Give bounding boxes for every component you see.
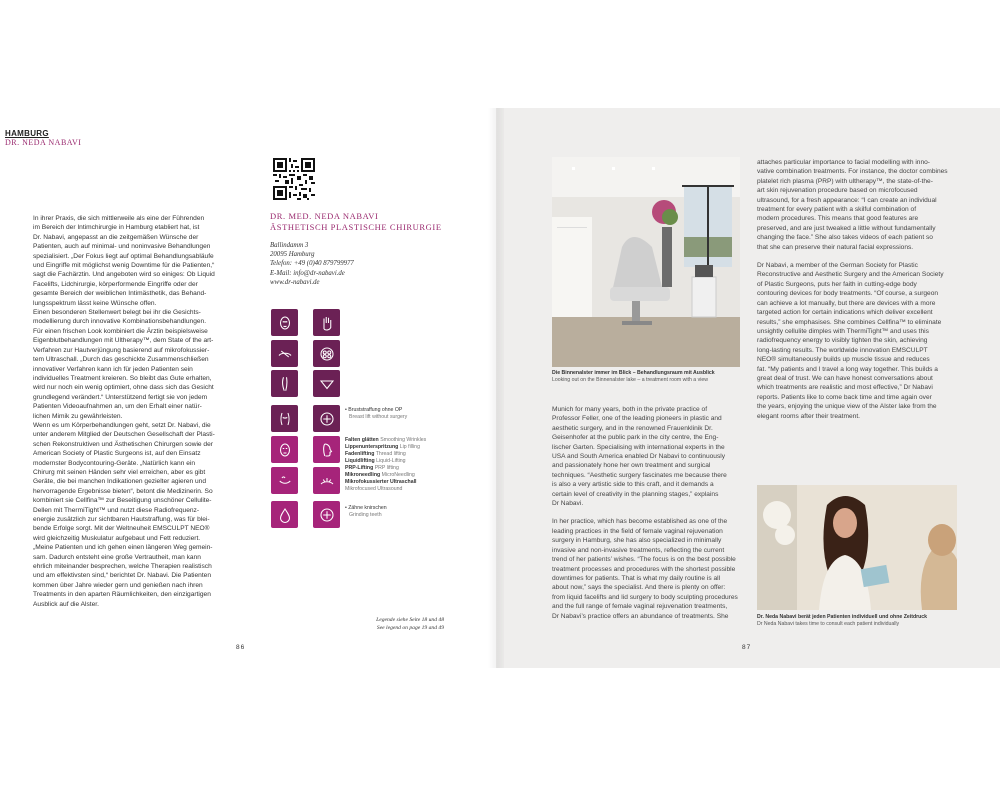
legend-teeth-grinding xyxy=(345,505,455,519)
legend-item: Lippenunterspritzung Lip filling xyxy=(345,444,420,450)
left-article-paragraph: In ihrer Praxis, die sich mittlerweile als eine der Führenden im Bereich der Intimchirurgie in Hamburg etabliert hat, ist Dr. Nabavi, angepasst an die zeitgemäßen Wünsche der Patienten, auch auf minimal- und noninvasive Behandlungen spezialisiert. „Der Fokus liegt auf optimal Behandlungsabläufe und Eingriffe mit möglichst wenig Downtime für die Patienten,“ sagt die Fachärztin. Und angeboten wird so einiges: Ob Liquid Facelifts, Lidchirurgie, körperformende Eingriffe oder der gesamte Bereich der weiblichen Intimästhetik, das Behand- lungsspektrum lässt keine Wünsche offen. Einen besonderen Stellenwert belegt bei ihr die Gesichts- modellierung durch innovative Kombinationsbehandlungen. Für einen frischen Look kombiniert die Ärztin beispielsweise Eigenblutbehandlungen mit Ultherapy™, dem State of the art- Verfahren zur Hautverjüngung basierend auf mikrofokussier- tem Ultraschall. „Durch das geschickte Zusammenschließen innovativer Verfahren kann ich für jeden Patienten sein individuelles Treatment kreieren. So bleibt das Gute erhalten, wird nur noch ein wenig optimiert, ohne dass sich das Gesicht grundlegend verändert.“ Unterstützend fertigt sie von jedem Patienten Videoaufnahmen an, um den Erhalt einer natür- lichen Mimik zu gewährleisten. Wenn es um Körperbehandlungen geht, setzt Dr. Nabavi, die unter anderem Mitglied der Deutschen Gesellschaft der Plasti- schen Rekonstruktiven und Ästhetischen Chirurgen sowie der American Society of Plastic Surgeons ist, auf den Einsatz modernster Bodycontouring-Geräte. „Natürlich kann ein Chirurg mit seinen Händen sehr viel erreichen, aber es gibt Geräte, die bei manchen Indikationen gezielter agieren und hervorragende Ergebnisse bieten“, betont die Medizinerin. So kombiniert sie Cellfina™ zur Beseitigung unschöner Cellulite- Dellen mit ThermiTight™ und nutzt diese Radiofrequenz- energie zusätzlich zur sichtbaren Hautstraffung, was für blei- bende Erfolge sorgt. Mit der Weltneuheit EMSCULPT NEO® wird gleichzeitig Muskulatur aufgebaut und Fett reduziert. „Meine Patienten und ich gehen einen längeren Weg gemein- sam. Dadurch entsteht eine große Vertrautheit, man kann ehrlich miteinander besprechen, welche Therapien realistisch und am effektivsten sind,“ berichtet Dr. Nabavi. Die Patienten kommen über Jahre wieder gern und genießen nach ihren Treatments in den aparten Räumlichkeiten, den einzigartigen Ausblick auf die Alster. xyxy=(33,215,215,608)
legend-item: Falten glätten Smoothing Wrinkles xyxy=(345,437,427,443)
doctor-caption-en: Dr Neda Nabavi takes time to consult each patient individually xyxy=(757,620,900,627)
page-number-left: 86 xyxy=(236,644,246,651)
room-caption-de: Die Binnenalster immer im Blick – Behandlungsraum mit Ausblick xyxy=(552,370,715,376)
room-photo-caption xyxy=(552,370,752,384)
face-icon xyxy=(271,309,298,336)
legend-face-treatments xyxy=(345,437,475,493)
doctor-photo-caption xyxy=(757,614,967,628)
legend-breast-lift xyxy=(345,407,455,421)
plus-icon xyxy=(313,501,340,528)
right-col1-paragraph-1: Munich for many years, both in the private practice of Professor Feller, one of the leading pioneers in plastic and aesthetic surgery, and in the renowned Frauenklinik Dr. Geisenhofer at the public park in the city centre, the Eng- lischer Garten. Specialising with international experts in the USA and South America enabled Dr Nabavi to continuously and passionately hone her own treatment and surgical techniques. “Aesthetic surgery fascinates me because there is also a very artistic side to this craft, and it demands a certain level of creativity in the planning stages,” explains Dr Nabavi. xyxy=(552,406,727,508)
page-number-right: 87 xyxy=(742,644,752,651)
legend-item: PRP-Lifting PRP lifting xyxy=(345,465,399,471)
legend-item-en: Mikrofocused Ultrasound xyxy=(345,486,403,492)
right-col2-paragraph-2: Dr Nabavi, a member of the German Society for Plastic Reconstructive and Aesthetic Surgery and the American Society of Plastic Surgeons, puts her faith in cutting-edge body contouring devices for body treatments. “Of course, a surgeon can achieve a lot manually, but there are devices with a more targeted action for certain indications which deliver excellent results,” she emphasises. She combines Cellfina™ to eliminate unsightly cellulite dimples with ThermiTight™ and uses this radiofrequency energy to visibly tighten the skin, achieving long-lasting results. The worldwide innovation EMSCULPT NEO® simultaneously builds up muscle tissue and reduces fat. “My patients and I travel a long way together. This builds a great deal of trust. We can have honest conversations about which treatments are realistic and most effective,” Dr Nabavi reports. Patients like to come back time and time again over the years, enjoying the unique view of the Alster lake from the elegant rooms after their treatment. xyxy=(757,262,944,420)
page-gutter xyxy=(488,108,504,668)
clinic-address-text: Ballindamm 3 20095 Hamburg Telefon: +49 (0)40 879799977 E-Mail: info@dr-nabavi.de www.dr-nabavi.de xyxy=(270,242,354,286)
hand-icon xyxy=(313,309,340,336)
legend-de: • Bruststraffung ohne OP xyxy=(345,407,403,413)
body-icon xyxy=(271,405,298,432)
legend-de: • Zähne knirschen xyxy=(345,505,387,511)
intimate-icon xyxy=(313,370,340,397)
eye-icon xyxy=(271,340,298,367)
legend-item: Mikrofokussierter Ultraschall xyxy=(345,479,417,485)
room-caption-en: Looking out on the Binnenalster lake – a treatment room with a view xyxy=(552,376,709,383)
right-column-1 xyxy=(552,405,742,630)
face-profile-icon xyxy=(313,436,340,463)
legend-item: Liquidlifting Liquid-Lifting xyxy=(345,458,406,464)
plus-icon xyxy=(313,405,340,432)
doctor-caption-de: Dr. Neda Nabavi berät jeden Patienten individuell und ohne Zeitdruck xyxy=(757,614,928,620)
legend-reference xyxy=(352,616,444,632)
clinic-name-line2: ÄSTHETISCH PLASTISCHE CHIRURGIE xyxy=(270,222,442,232)
legend-item: Mikroneedling MicroNeedling xyxy=(345,472,415,478)
leg-icon xyxy=(271,370,298,397)
skin-icon xyxy=(313,467,340,494)
drop-icon xyxy=(271,501,298,528)
cells-icon xyxy=(313,340,340,367)
right-col1-paragraph-2: In her practice, which has become established as one of the leading practices in the field of female vaginal rejuvenation surgery in Hamburg, she has also specialized in minimally invasive and non-invasive treatments, reflecting the current trend of her patients’ wishes. “The focus is on the best possible treatment processes and procedures with the shortest possible downtimes for patients. That is what my daily routine is all about now,” says the specialist. And there is plenty on offer: from liquid facelifts and lid surgery to body sculpting procedures and the full range of female vaginal rejuvenation treatments, Dr Nabavi’s practice offers an abundance of treatments. She xyxy=(552,518,738,620)
right-col2-paragraph-1: attaches particular importance to facial modelling with inno- vative combination treatments. For instance, the doctor combines platelet rich plasma (PRP) with ultherapy™, the state-of-the- art skin rejuvenation procedure based on microfocused ultrasound, for a fresh appearance: “I can create an individual treatment for every patient with a skilful combination of modern procedures. This means that good features are preserved, and are just tweaked a little without fundamentally changing the face.” She also takes videos of each patient so that she can preserve their natural facial expressions. xyxy=(757,159,948,251)
qr-code-icon xyxy=(273,158,315,200)
clinic-name-line1: DR. MED. NEDA NABAVI xyxy=(270,211,379,221)
doctor-photo xyxy=(757,485,957,610)
left-article-text xyxy=(33,214,243,609)
right-column-2 xyxy=(757,158,955,430)
smile-icon xyxy=(271,467,298,494)
legend-item: Fadenlifting Thread lifting xyxy=(345,451,406,457)
legend-reference-en: See legend on page 19 and 49 xyxy=(376,625,444,631)
clinic-address xyxy=(270,241,354,287)
legend-en: Grinding teeth xyxy=(349,512,382,518)
city-heading: HAMBURG xyxy=(5,129,49,138)
treatment-room-photo xyxy=(552,157,740,367)
clinic-name xyxy=(270,211,442,233)
legend-en: Breast lift without surgery xyxy=(349,414,408,420)
head-icon xyxy=(271,436,298,463)
legend-reference-de: Legende siehe Seite 18 und 48 xyxy=(376,617,444,623)
doctor-heading: DR. NEDA NABAVI xyxy=(5,138,82,147)
